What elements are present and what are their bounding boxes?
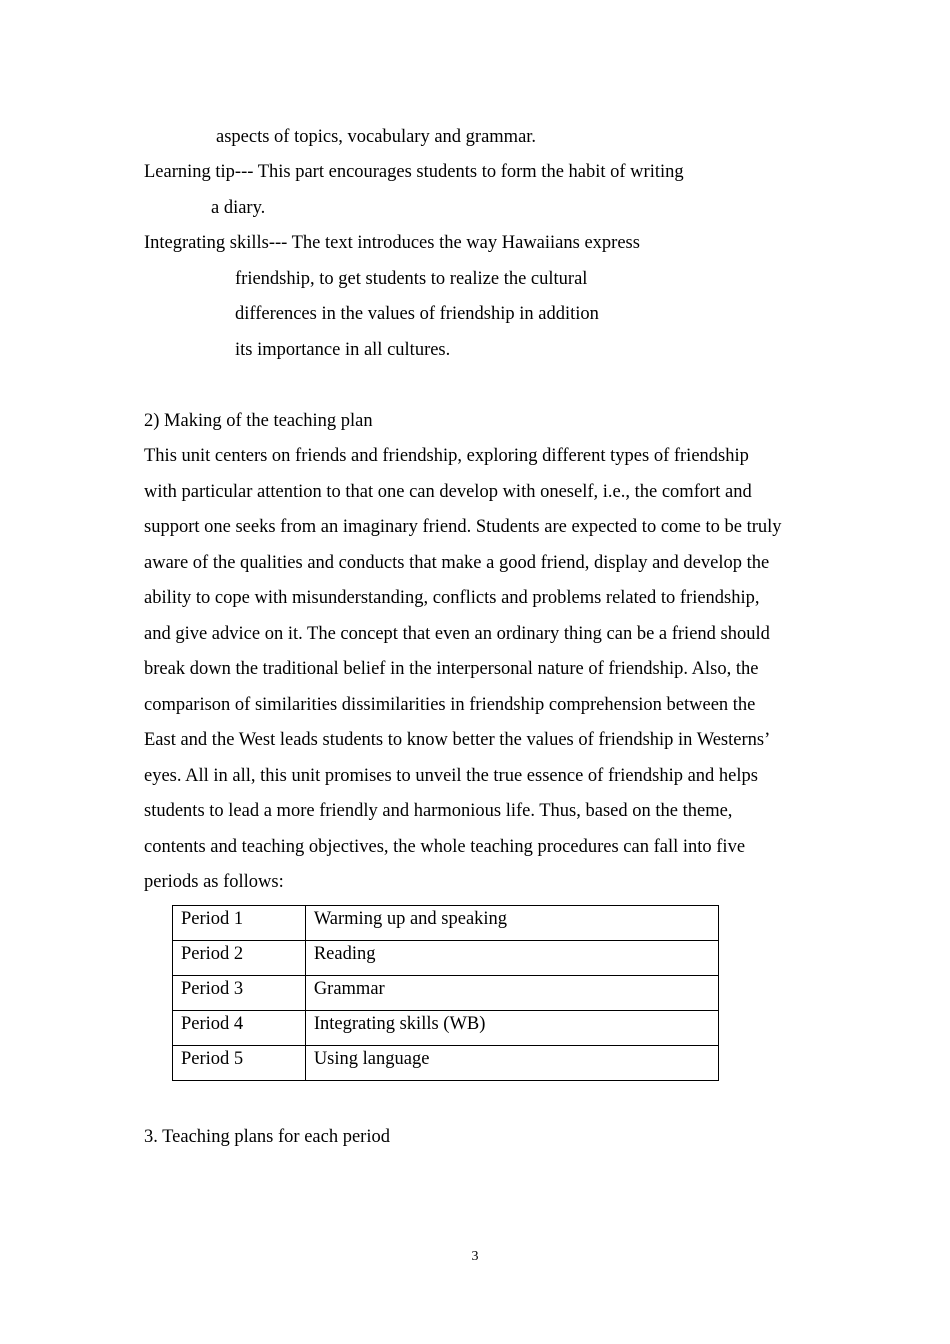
activity-cell: Grammar [305, 976, 718, 1011]
table-row [173, 941, 719, 976]
section-heading: 2) Making of the teaching plan [144, 411, 373, 431]
body-text-line: contents and teaching objectives, the whole teaching procedures can fall into five [144, 837, 746, 857]
integrating-skills-line: Integrating skills--- The text introduces the way Hawaiians express [144, 233, 640, 253]
period-cell: Period 5 [173, 1046, 306, 1081]
learning-tip-continuation: a diary. [211, 198, 266, 218]
body-text-line: students to lead a more friendly and harmonious life. Thus, based on the theme, [144, 801, 733, 821]
activity-cell: Reading [305, 941, 718, 976]
period-cell: Period 2 [173, 941, 306, 976]
integrating-skills-continuation: friendship, to get students to realize the cultural [235, 269, 588, 289]
integrating-skills-continuation: its importance in all cultures. [235, 340, 451, 360]
body-text-line: with particular attention to that one can develop with oneself, i.e., the comfort and [144, 482, 752, 502]
body-text-line: support one seeks from an imaginary friend. Students are expected to come to be truly [144, 517, 782, 537]
period-cell: Period 1 [173, 906, 306, 941]
period-cell: Period 4 [173, 1011, 306, 1046]
body-text-line: eyes. All in all, this unit promises to unveil the true essence of friendship and helps [144, 766, 758, 786]
table-row [173, 1046, 719, 1081]
page-number: 3 [471, 1249, 479, 1264]
paragraph-line: aspects of topics, vocabulary and grammar. [216, 127, 537, 147]
section-heading: 3. Teaching plans for each period [144, 1127, 390, 1147]
body-text-line: ability to cope with misunderstanding, conflicts and problems related to friendship, [144, 588, 760, 608]
table-row [173, 1011, 719, 1046]
activity-cell: Integrating skills (WB) [305, 1011, 718, 1046]
periods-table [172, 905, 719, 1081]
activity-cell: Using language [305, 1046, 718, 1081]
integrating-skills-continuation: differences in the values of friendship in addition [235, 304, 599, 324]
body-text-line: and give advice on it. The concept that even an ordinary thing can be a friend should [144, 624, 770, 644]
body-text-line: East and the West leads students to know better the values of friendship in Westerns’ [144, 730, 771, 750]
learning-tip-line: Learning tip--- This part encourages students to form the habit of writing [144, 162, 684, 182]
body-text-line: periods as follows: [144, 872, 284, 892]
table-row [173, 906, 719, 941]
body-text-line: break down the traditional belief in the interpersonal nature of friendship. Also, the [144, 659, 759, 679]
body-text-line: This unit centers on friends and friendship, exploring different types of friendship [144, 446, 749, 466]
body-text-line: aware of the qualities and conducts that make a good friend, display and develop the [144, 553, 770, 573]
table-row [173, 976, 719, 1011]
activity-cell: Warming up and speaking [305, 906, 718, 941]
period-cell: Period 3 [173, 976, 306, 1011]
body-text-line: comparison of similarities dissimilarities in friendship comprehension between the [144, 695, 756, 715]
